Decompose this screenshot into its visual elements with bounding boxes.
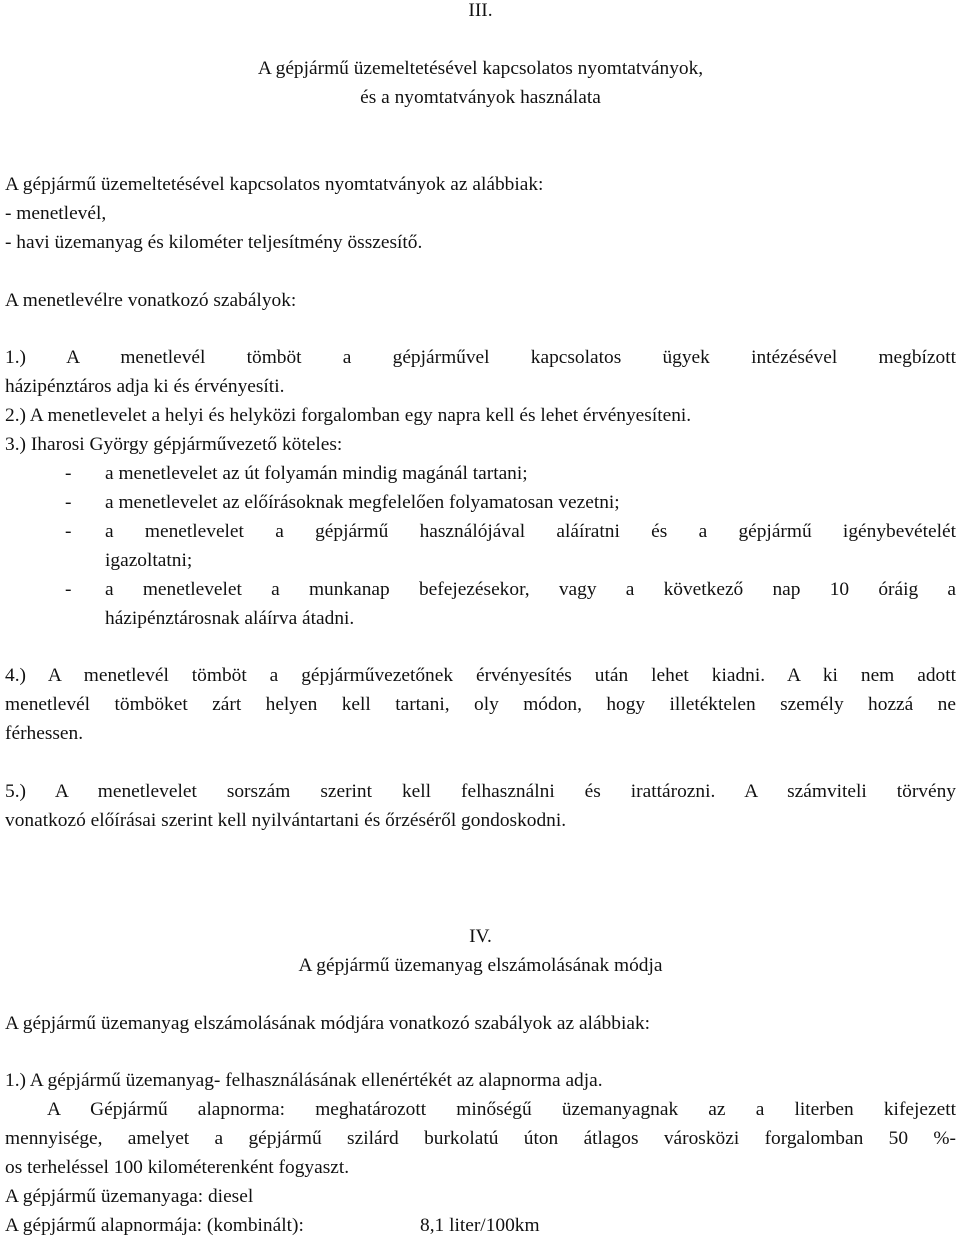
alapnorma-definition-line-2: mennyisége, amelyet a gépjármű szilárd burkolatú úton átlagos városközi forgalomban 50 %-	[5, 1128, 956, 1149]
fuel-type: A gépjármű üzemanyaga: diesel	[5, 1186, 254, 1207]
rule-1-line-2: házipénztáros adja ki és érvényesíti.	[5, 376, 285, 397]
rule-1-line-1: 1.) A menetlevél tömböt a gépjárművel kapcsolatos ügyek intézésével megbízott	[5, 347, 956, 368]
section-4-intro: A gépjármű üzemanyag elszámolásának módjára vonatkozó szabályok az alábbiak:	[5, 1013, 651, 1034]
section-4-numeral: IV.	[469, 926, 492, 947]
alapnorma-definition-line-1: A Gépjármű alapnorma: meghatározott minőségű üzemanyagnak az a literben kifejezett	[47, 1099, 956, 1120]
section-3-title-line-2: és a nyomtatványok használata	[360, 87, 601, 108]
rule-4-line-2: menetlevél tömböket zárt helyen kell tartani, oly módon, hogy illetéktelen személy hozzá ne	[5, 694, 956, 715]
dash-marker: -	[65, 492, 72, 513]
rule-5-line-1: 5.) A menetlevelet sorszám szerint kell felhasználni és irattározni. A számviteli törvény	[5, 781, 956, 802]
rule-5-line-2: vonatkozó előírásai szerint kell nyilvántartani és őrzéséről gondoskodni.	[5, 810, 567, 831]
rule-4-line-1: 4.) A menetlevél tömböt a gépjárművezetőnek érvényesítés után lehet kiadni. A ki nem adott	[5, 665, 956, 686]
section-4-rule-1: 1.) A gépjármű üzemanyag- felhasználásának ellenértékét az alapnorma adja.	[5, 1070, 603, 1091]
section-3-numeral: III.	[468, 0, 493, 21]
base-norm-label: A gépjármű alapnormája: (kombinált):	[5, 1215, 304, 1236]
base-norm-value: 8,1 liter/100km	[420, 1215, 540, 1236]
rule-3-intro: 3.) Iharosi György gépjárművezető köteles:	[5, 434, 343, 455]
rule-4-line-3: férhessen.	[5, 723, 84, 744]
rule-3-item-continuation: házipénztárosnak aláírva átadni.	[105, 608, 355, 629]
dash-marker: -	[65, 463, 72, 484]
rule-3-item-text: a menetlevelet az előírásoknak megfelelően folyamatosan vezetni;	[105, 492, 620, 513]
section-3-intro: A gépjármű üzemeltetésével kapcsolatos nyomtatványok az alábbiak:	[5, 174, 544, 195]
rule-3-item-text: a menetlevelet a gépjármű használójával aláíratni és a gépjármű igénybevételét	[105, 521, 956, 542]
rule-3-item-text: a menetlevelet az út folyamán mindig magánál tartani;	[105, 463, 528, 484]
section-3-title-line-1: A gépjármű üzemeltetésével kapcsolatos nyomtatványok,	[257, 58, 704, 79]
section-4-title: A gépjármű üzemanyag elszámolásának módja	[298, 955, 663, 976]
rule-3-item-continuation: igazoltatni;	[105, 550, 193, 571]
form-list-item-osszesito: - havi üzemanyag és kilométer teljesítmény összesítő.	[5, 232, 423, 253]
dash-marker: -	[65, 579, 72, 600]
form-list-item-menetlevel: - menetlevél,	[5, 203, 107, 224]
rules-heading: A menetlevélre vonatkozó szabályok:	[5, 290, 297, 311]
alapnorma-definition-line-3: os terheléssel 100 kilométerenként fogyaszt.	[5, 1157, 350, 1178]
rule-3-item-text: a menetlevelet a munkanap befejezésekor, vagy a következő nap 10 óráig a	[105, 579, 956, 600]
rule-2: 2.) A menetlevelet a helyi és helyközi forgalomban egy napra kell és lehet érvényesíteni.	[5, 405, 692, 426]
dash-marker: -	[65, 521, 72, 542]
